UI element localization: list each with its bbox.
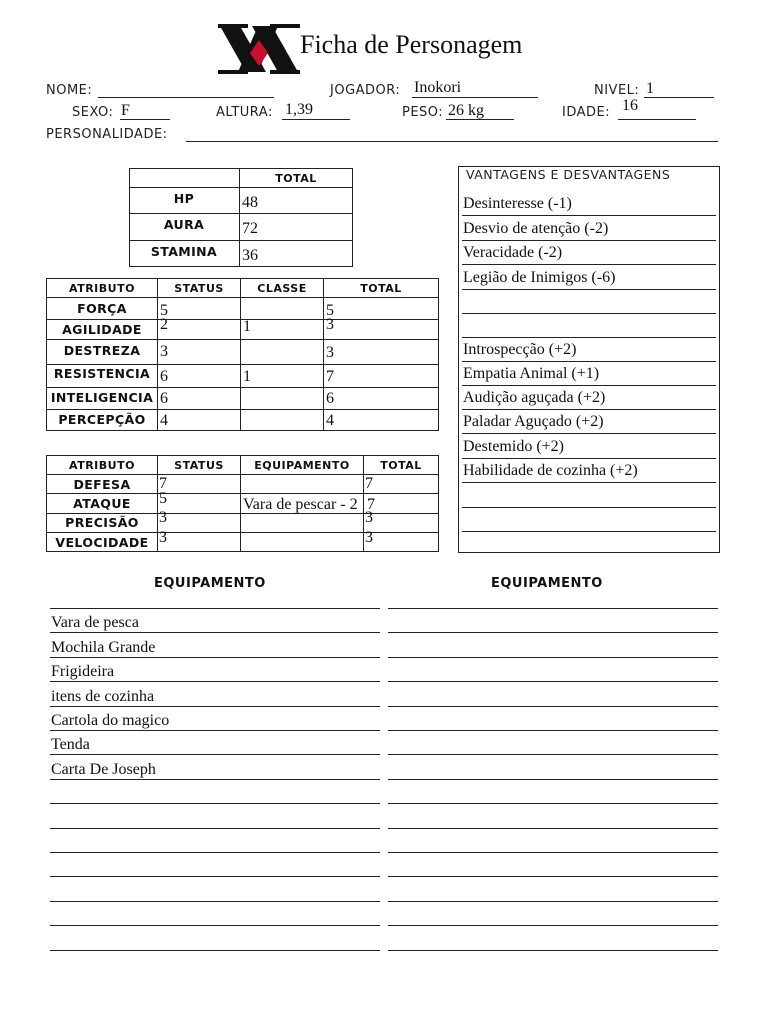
equipamento-item: Vara de pesca [51,614,139,631]
attr-status[interactable]: 2 [160,316,168,333]
jogador-field[interactable] [412,97,538,98]
equipamento-left-line[interactable] [50,754,380,755]
vantagem-line[interactable] [462,361,716,362]
equipamento-right-line[interactable] [388,657,718,658]
attr-status[interactable]: 6 [160,390,168,407]
equipamento-right-line[interactable] [388,876,718,877]
combat-status[interactable]: 3 [159,509,167,526]
attr-header: CLASSE [257,282,307,295]
vantagem-line[interactable] [462,289,716,290]
personalidade-field[interactable] [186,141,718,142]
jogador-label: JOGADOR: [330,83,401,98]
attr-header: TOTAL [360,282,402,295]
attr-classe[interactable]: 1 [243,318,251,335]
combat-name: ATAQUE [73,496,131,511]
vantagem-line[interactable] [462,482,716,483]
attr-name: DESTREZA [63,343,141,358]
equipamento-left-line[interactable] [50,876,380,877]
vitals-total-header: TOTAL [275,172,317,185]
vital-value[interactable]: 36 [242,247,258,264]
equipamento-left-line[interactable] [50,852,380,853]
nivel-value: 1 [646,80,654,97]
nome-field[interactable] [98,97,274,98]
equipamento-left-line[interactable] [50,657,380,658]
equipamento-right-line[interactable] [388,681,718,682]
combat-total[interactable]: 7 [365,475,373,492]
equipamento-left-line[interactable] [50,632,380,633]
sexo-field[interactable] [120,119,170,120]
equipamento-right-line[interactable] [388,632,718,633]
equipamento-right-line[interactable] [388,803,718,804]
jogador-value: Inokori [414,79,462,96]
equipamento-item: Frigideira [51,663,115,680]
combat-name: DEFESA [73,477,131,492]
equipamento-left-line[interactable] [50,803,380,804]
equipamento-left-line[interactable] [50,681,380,682]
attr-name: FORÇA [77,301,127,316]
combat-name: PRECISÃO [65,515,139,530]
vantagem-item: Desinteresse (-1) [463,195,572,212]
personalidade-label: PERSONALIDADE: [46,127,168,142]
equipamento-right-line[interactable] [388,754,718,755]
vantagem-line[interactable] [462,215,716,216]
hunter-x-hunter-logo-icon [218,22,300,76]
vantagem-line[interactable] [462,458,716,459]
equipamento-item: Tenda [51,736,90,753]
equipamento-left-line[interactable] [50,779,380,780]
attr-name: PERCEPÇÃO [58,412,146,427]
equipamento-left-line[interactable] [50,706,380,707]
equipamento-right-line[interactable] [388,852,718,853]
combat-header: ATRIBUTO [69,459,135,472]
vantagem-line[interactable] [462,531,716,532]
vantagem-item: Desvio de atenção (-2) [463,220,609,237]
nivel-field[interactable] [644,97,714,98]
nivel-label: NIVEL: [594,83,640,98]
vantagem-item: Destemido (+2) [463,438,564,455]
equipamento-left-line[interactable] [50,828,380,829]
equipamento-left-title: EQUIPAMENTO [154,576,266,591]
vantagem-line[interactable] [462,313,716,314]
vantagem-item: Legião de Inimigos (-6) [463,269,616,286]
attr-name: AGILIDADE [62,322,142,337]
attr-classe[interactable]: 1 [243,368,251,385]
idade-value: 16 [622,97,638,114]
combat-total[interactable]: 7 [367,496,375,513]
equipamento-left-line[interactable] [50,730,380,731]
vital-label: HP [173,191,195,206]
altura-label: ALTURA: [216,105,273,120]
equipamento-right-line[interactable] [388,779,718,780]
combat-header: EQUIPAMENTO [254,459,350,472]
attr-total[interactable]: 4 [326,412,334,429]
attr-status[interactable]: 4 [160,412,168,429]
equipamento-right-line[interactable] [388,608,718,609]
combat-total[interactable]: 3 [365,509,373,526]
vantagem-item: Veracidade (-2) [463,244,563,261]
attr-header: ATRIBUTO [69,282,135,295]
vantagem-line[interactable] [462,409,716,410]
vantagem-item: Audição aguçada (+2) [463,389,606,406]
attr-total[interactable]: 5 [326,302,334,319]
equipamento-left-line[interactable] [50,901,380,902]
vantagem-line[interactable] [462,240,716,241]
attr-total[interactable]: 3 [326,316,334,333]
altura-value: 1,39 [285,101,313,118]
combat-status[interactable]: 5 [159,490,167,507]
sexo-label: SEXO: [72,105,114,120]
peso-field[interactable] [446,119,514,120]
equipamento-right-line[interactable] [388,925,718,926]
equipamento-left-line[interactable] [50,925,380,926]
equipamento-right-line[interactable] [388,730,718,731]
equipamento-item: Mochila Grande [51,639,156,656]
equipamento-right-line[interactable] [388,706,718,707]
attr-status[interactable]: 3 [160,343,168,360]
attr-status[interactable]: 5 [160,302,168,319]
equipamento-item: itens de cozinha [51,688,155,705]
equipamento-right-line[interactable] [388,828,718,829]
vantagens-title: VANTAGENS E DESVANTAGENS [466,167,671,182]
vantagem-line[interactable] [462,385,716,386]
vantagem-item: Empatia Animal (+1) [463,365,600,382]
combat-status[interactable]: 3 [159,529,167,546]
attr-name: RESISTENCIA [53,366,151,381]
vantagem-item: Introspecção (+2) [463,341,577,358]
sexo-value: F [121,102,130,119]
vantagem-line[interactable] [462,337,716,338]
combat-header: STATUS [174,459,224,472]
equipamento-item: Carta De Joseph [51,761,156,778]
equipamento-left-line[interactable] [50,950,380,951]
attr-total[interactable]: 7 [326,368,334,385]
combat-equip[interactable]: Vara de pescar - 2 [243,496,358,513]
combat-name: VELOCIDADE [55,535,149,550]
vital-label: AURA [163,217,205,232]
vantagem-line[interactable] [462,433,716,434]
equipamento-left-line[interactable] [50,608,380,609]
combat-header: TOTAL [380,459,422,472]
vantagem-item: Paladar Aguçado (+2) [463,413,604,430]
equipamento-right-title: EQUIPAMENTO [491,576,603,591]
equipamento-right-line[interactable] [388,950,718,951]
vantagem-line[interactable] [462,264,716,265]
peso-label: PESO: [402,105,444,120]
peso-value: 26 kg [448,102,484,119]
vital-value[interactable]: 72 [242,220,258,237]
vital-value[interactable]: 48 [242,194,258,211]
attr-total[interactable]: 6 [326,390,334,407]
attr-total[interactable]: 3 [326,344,334,361]
idade-label: IDADE: [562,105,611,120]
altura-field[interactable] [282,119,350,120]
vantagem-item: Habilidade de cozinha (+2) [463,462,638,479]
attr-status[interactable]: 6 [160,368,168,385]
nome-label: NOME: [46,83,93,98]
combat-total[interactable]: 3 [365,529,373,546]
vital-label: STAMINA [150,244,218,259]
idade-field[interactable] [618,119,696,120]
equipamento-item: Cartola do magico [51,712,170,729]
combat-status[interactable]: 7 [159,475,167,492]
attr-name: INTELIGENCIA [50,390,154,405]
attr-header: STATUS [174,282,224,295]
equipamento-right-line[interactable] [388,901,718,902]
vantagem-line[interactable] [462,507,716,508]
page-title: Ficha de Personagem [300,30,523,59]
